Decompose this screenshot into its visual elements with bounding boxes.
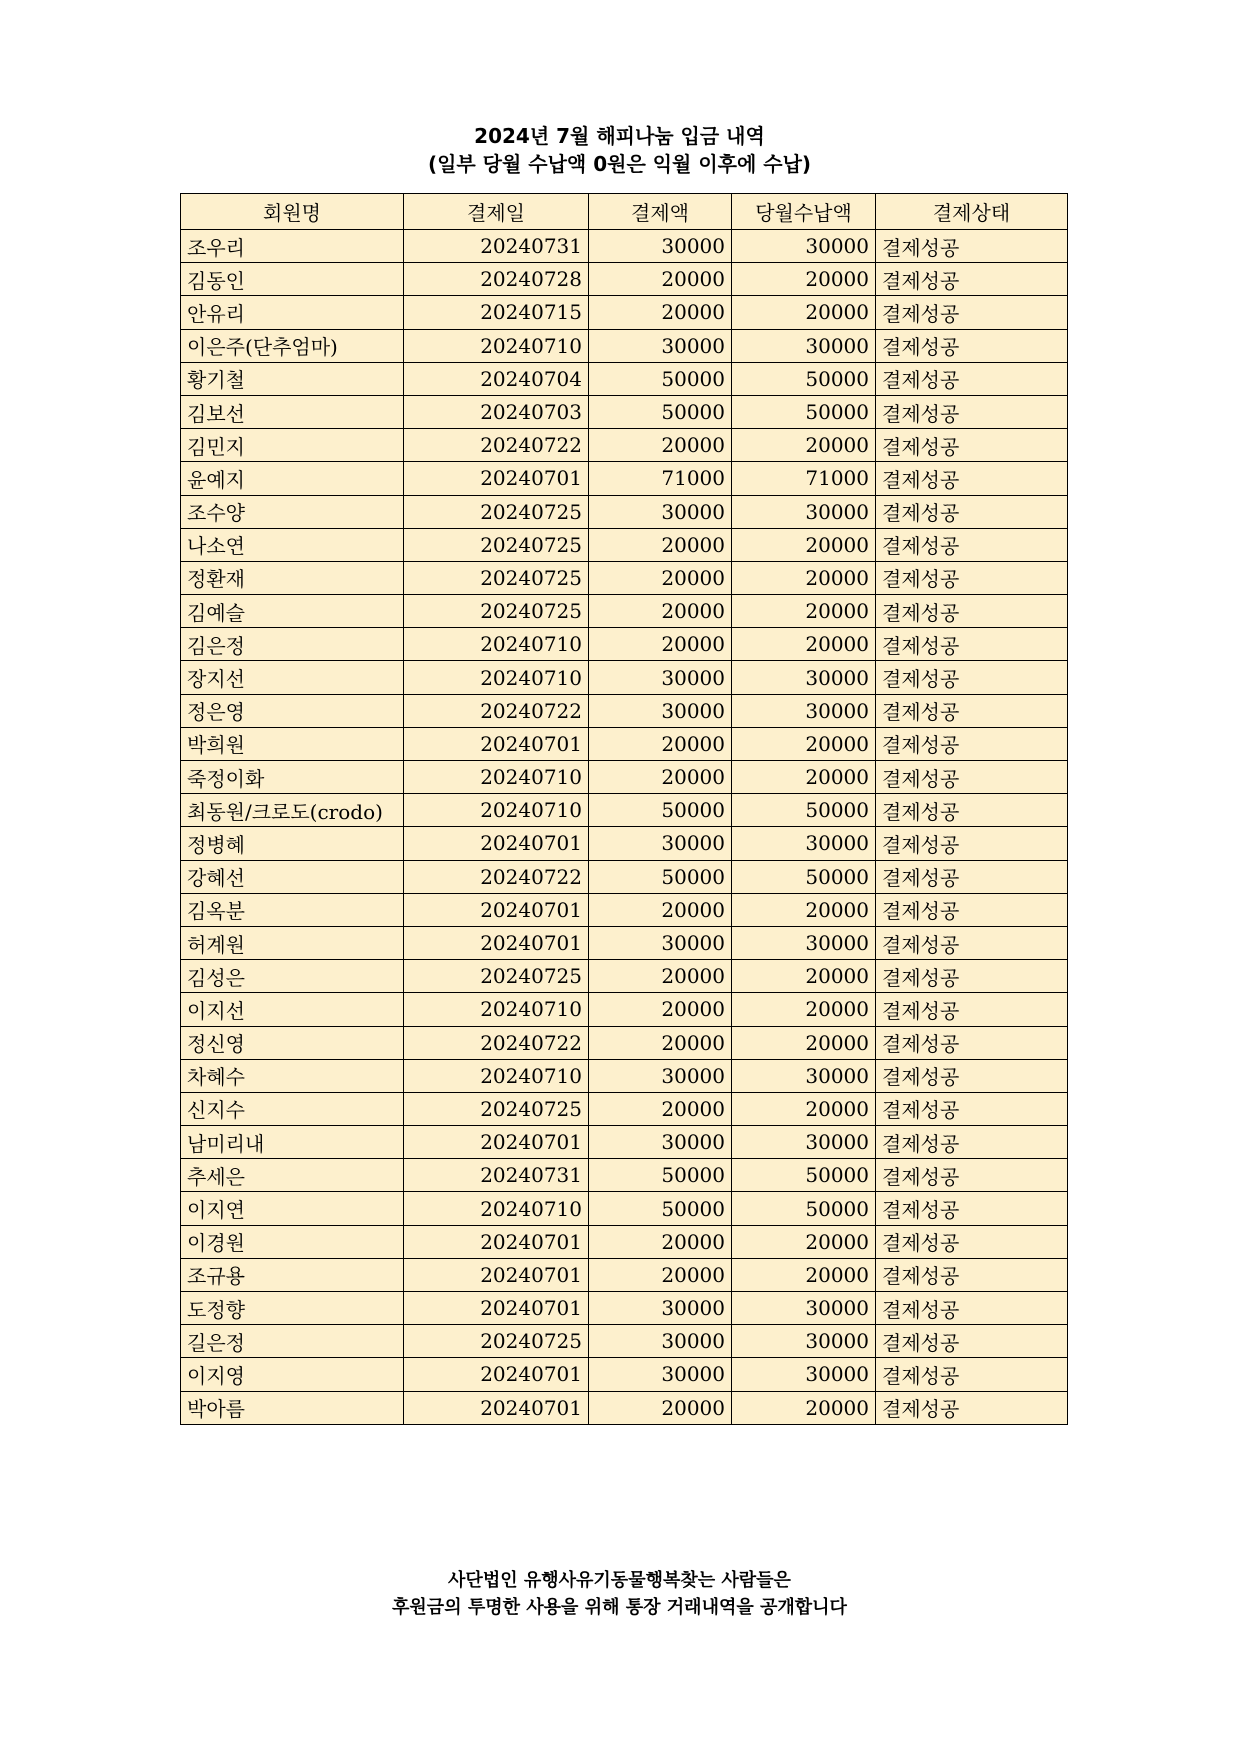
cell-payment-date: 20240701 <box>404 827 589 860</box>
cell-payment-date: 20240701 <box>404 1391 589 1424</box>
cell-payment-date: 20240710 <box>404 1192 589 1225</box>
cell-payment-date: 20240731 <box>404 1159 589 1192</box>
cell-payment-status: 결제성공 <box>876 1225 1068 1258</box>
cell-payment-status: 결제성공 <box>876 230 1068 263</box>
cell-member-name: 남미리내 <box>181 1126 404 1159</box>
cell-member-name: 이지선 <box>181 993 404 1026</box>
cell-payment-amount: 30000 <box>589 230 732 263</box>
cell-payment-date: 20240701 <box>404 1225 589 1258</box>
cell-member-name: 김동인 <box>181 263 404 296</box>
table-row <box>181 761 1068 794</box>
table-row <box>181 1159 1068 1192</box>
cell-payment-amount: 20000 <box>589 1225 732 1258</box>
cell-monthly-received: 20000 <box>732 893 876 926</box>
cell-payment-amount: 20000 <box>589 893 732 926</box>
cell-payment-status: 결제성공 <box>876 1026 1068 1059</box>
cell-member-name: 김보선 <box>181 395 404 428</box>
cell-monthly-received: 30000 <box>732 1059 876 1092</box>
table-row <box>181 1126 1068 1159</box>
cell-payment-amount: 30000 <box>589 1325 732 1358</box>
footer-line-1: 사단법인 유행사유기동물행복찾는 사람들은 <box>448 1570 791 1591</box>
cell-payment-amount: 20000 <box>589 1391 732 1424</box>
table-row <box>181 395 1068 428</box>
footer-line-2: 후원금의 투명한 사용을 위해 통장 거래내역을 공개합니다 <box>392 1597 847 1618</box>
cell-member-name: 길은정 <box>181 1325 404 1358</box>
cell-member-name: 박희원 <box>181 727 404 760</box>
cell-payment-status: 결제성공 <box>876 1325 1068 1358</box>
cell-payment-date: 20240715 <box>404 296 589 329</box>
cell-monthly-received: 30000 <box>732 1358 876 1391</box>
cell-member-name: 김민지 <box>181 429 404 462</box>
cell-payment-amount: 20000 <box>589 263 732 296</box>
cell-monthly-received: 20000 <box>732 429 876 462</box>
cell-payment-status: 결제성공 <box>876 694 1068 727</box>
cell-monthly-received: 20000 <box>732 1225 876 1258</box>
table-row <box>181 1325 1068 1358</box>
table-row <box>181 230 1068 263</box>
cell-member-name: 김성은 <box>181 960 404 993</box>
cell-monthly-received: 20000 <box>732 628 876 661</box>
cell-payment-status: 결제성공 <box>876 595 1068 628</box>
cell-payment-status: 결제성공 <box>876 296 1068 329</box>
cell-payment-status: 결제성공 <box>876 1192 1068 1225</box>
header-monthly-received: 당월수납액 <box>732 194 876 230</box>
table-row <box>181 561 1068 594</box>
cell-monthly-received: 20000 <box>732 263 876 296</box>
table-row <box>181 595 1068 628</box>
cell-member-name: 김은정 <box>181 628 404 661</box>
cell-payment-amount: 20000 <box>589 595 732 628</box>
cell-payment-date: 20240701 <box>404 1358 589 1391</box>
cell-member-name: 조수양 <box>181 495 404 528</box>
cell-payment-status: 결제성공 <box>876 395 1068 428</box>
cell-monthly-received: 20000 <box>732 528 876 561</box>
table-row <box>181 1225 1068 1258</box>
cell-monthly-received: 50000 <box>732 860 876 893</box>
cell-payment-amount: 20000 <box>589 960 732 993</box>
cell-monthly-received: 20000 <box>732 727 876 760</box>
table-row <box>181 1059 1068 1092</box>
table-row <box>181 263 1068 296</box>
cell-payment-amount: 30000 <box>589 926 732 959</box>
cell-payment-date: 20240701 <box>404 926 589 959</box>
cell-member-name: 강혜선 <box>181 860 404 893</box>
cell-monthly-received: 30000 <box>732 926 876 959</box>
cell-payment-status: 결제성공 <box>876 1258 1068 1291</box>
cell-payment-status: 결제성공 <box>876 1126 1068 1159</box>
table-row <box>181 1192 1068 1225</box>
cell-monthly-received: 30000 <box>732 1126 876 1159</box>
cell-payment-date: 20240710 <box>404 993 589 1026</box>
table-row <box>181 1026 1068 1059</box>
table-row <box>181 661 1068 694</box>
cell-payment-status: 결제성공 <box>876 1059 1068 1092</box>
cell-member-name: 정은영 <box>181 694 404 727</box>
cell-payment-amount: 20000 <box>589 761 732 794</box>
table-row <box>181 860 1068 893</box>
cell-payment-status: 결제성공 <box>876 1358 1068 1391</box>
table-row <box>181 296 1068 329</box>
cell-payment-date: 20240722 <box>404 429 589 462</box>
cell-payment-amount: 50000 <box>589 1192 732 1225</box>
cell-member-name: 박아름 <box>181 1391 404 1424</box>
cell-payment-date: 20240728 <box>404 263 589 296</box>
cell-member-name: 정병혜 <box>181 827 404 860</box>
cell-payment-amount: 20000 <box>589 993 732 1026</box>
cell-monthly-received: 50000 <box>732 395 876 428</box>
cell-member-name: 정신영 <box>181 1026 404 1059</box>
cell-payment-date: 20240701 <box>404 1292 589 1325</box>
cell-payment-amount: 30000 <box>589 329 732 362</box>
table-row <box>181 827 1068 860</box>
cell-payment-date: 20240710 <box>404 794 589 827</box>
cell-payment-date: 20240701 <box>404 1126 589 1159</box>
cell-member-name: 윤예지 <box>181 462 404 495</box>
cell-payment-status: 결제성공 <box>876 661 1068 694</box>
cell-payment-amount: 30000 <box>589 694 732 727</box>
cell-monthly-received: 30000 <box>732 230 876 263</box>
cell-payment-status: 결제성공 <box>876 727 1068 760</box>
cell-member-name: 이지연 <box>181 1192 404 1225</box>
cell-member-name: 이지영 <box>181 1358 404 1391</box>
cell-payment-date: 20240725 <box>404 595 589 628</box>
cell-payment-status: 결제성공 <box>876 926 1068 959</box>
cell-member-name: 이경원 <box>181 1225 404 1258</box>
cell-payment-status: 결제성공 <box>876 827 1068 860</box>
cell-monthly-received: 20000 <box>732 561 876 594</box>
cell-payment-status: 결제성공 <box>876 1092 1068 1125</box>
cell-payment-status: 결제성공 <box>876 1292 1068 1325</box>
table-row <box>181 993 1068 1026</box>
cell-payment-status: 결제성공 <box>876 462 1068 495</box>
table-row <box>181 362 1068 395</box>
cell-payment-status: 결제성공 <box>876 1159 1068 1192</box>
title-line-1: 2024년 7월 해피나눔 입금 내역 <box>474 124 765 148</box>
header-member-name: 회원명 <box>181 194 404 230</box>
cell-payment-amount: 30000 <box>589 1059 732 1092</box>
table-row <box>181 1258 1068 1291</box>
cell-payment-status: 결제성공 <box>876 960 1068 993</box>
cell-payment-amount: 50000 <box>589 860 732 893</box>
cell-payment-status: 결제성공 <box>876 628 1068 661</box>
cell-monthly-received: 50000 <box>732 1159 876 1192</box>
cell-monthly-received: 20000 <box>732 1092 876 1125</box>
cell-payment-amount: 20000 <box>589 628 732 661</box>
table-row <box>181 462 1068 495</box>
cell-member-name: 추세은 <box>181 1159 404 1192</box>
cell-member-name: 신지수 <box>181 1092 404 1125</box>
table-row <box>181 628 1068 661</box>
cell-member-name: 나소연 <box>181 528 404 561</box>
cell-payment-date: 20240710 <box>404 1059 589 1092</box>
cell-payment-amount: 30000 <box>589 827 732 860</box>
cell-payment-date: 20240701 <box>404 727 589 760</box>
table-row <box>181 1092 1068 1125</box>
cell-payment-date: 20240722 <box>404 860 589 893</box>
cell-monthly-received: 20000 <box>732 960 876 993</box>
cell-payment-status: 결제성공 <box>876 561 1068 594</box>
table-header-row <box>181 194 1068 230</box>
table-row <box>181 926 1068 959</box>
cell-payment-status: 결제성공 <box>876 893 1068 926</box>
cell-member-name: 김예슬 <box>181 595 404 628</box>
cell-payment-status: 결제성공 <box>876 362 1068 395</box>
cell-monthly-received: 30000 <box>732 661 876 694</box>
cell-payment-date: 20240725 <box>404 528 589 561</box>
header-payment-date: 결제일 <box>404 194 589 230</box>
cell-monthly-received: 20000 <box>732 1391 876 1424</box>
cell-payment-date: 20240701 <box>404 1258 589 1291</box>
document-title <box>0 122 1239 178</box>
cell-payment-date: 20240703 <box>404 395 589 428</box>
cell-monthly-received: 30000 <box>732 827 876 860</box>
cell-payment-amount: 20000 <box>589 561 732 594</box>
cell-monthly-received: 30000 <box>732 1325 876 1358</box>
cell-payment-status: 결제성공 <box>876 495 1068 528</box>
cell-payment-date: 20240725 <box>404 561 589 594</box>
table-row <box>181 727 1068 760</box>
table-row <box>181 1391 1068 1424</box>
cell-payment-date: 20240722 <box>404 1026 589 1059</box>
cell-member-name: 죽정이화 <box>181 761 404 794</box>
cell-payment-amount: 30000 <box>589 1126 732 1159</box>
cell-payment-amount: 50000 <box>589 362 732 395</box>
cell-payment-date: 20240701 <box>404 893 589 926</box>
cell-payment-status: 결제성공 <box>876 263 1068 296</box>
table-row <box>181 329 1068 362</box>
cell-payment-date: 20240722 <box>404 694 589 727</box>
cell-monthly-received: 30000 <box>732 694 876 727</box>
footer-notice <box>0 1567 1239 1621</box>
cell-member-name: 황기철 <box>181 362 404 395</box>
cell-payment-amount: 20000 <box>589 1092 732 1125</box>
cell-payment-amount: 30000 <box>589 661 732 694</box>
table-row <box>181 528 1068 561</box>
cell-member-name: 정환재 <box>181 561 404 594</box>
table-row <box>181 794 1068 827</box>
cell-member-name: 허계원 <box>181 926 404 959</box>
cell-payment-date: 20240725 <box>404 1092 589 1125</box>
cell-payment-amount: 20000 <box>589 1026 732 1059</box>
cell-payment-status: 결제성공 <box>876 860 1068 893</box>
cell-payment-status: 결제성공 <box>876 528 1068 561</box>
header-payment-amount: 결제액 <box>589 194 732 230</box>
cell-payment-amount: 30000 <box>589 495 732 528</box>
table-body <box>181 230 1068 1425</box>
header-payment-status: 결제상태 <box>876 194 1068 230</box>
cell-payment-amount: 30000 <box>589 1358 732 1391</box>
cell-payment-status: 결제성공 <box>876 993 1068 1026</box>
cell-monthly-received: 20000 <box>732 1258 876 1291</box>
cell-monthly-received: 30000 <box>732 495 876 528</box>
cell-payment-status: 결제성공 <box>876 1391 1068 1424</box>
cell-payment-date: 20240725 <box>404 495 589 528</box>
cell-payment-date: 20240725 <box>404 960 589 993</box>
cell-member-name: 이은주(단추엄마) <box>181 329 404 362</box>
cell-payment-status: 결제성공 <box>876 794 1068 827</box>
cell-monthly-received: 30000 <box>732 1292 876 1325</box>
cell-payment-date: 20240710 <box>404 628 589 661</box>
cell-payment-amount: 20000 <box>589 528 732 561</box>
cell-payment-date: 20240710 <box>404 661 589 694</box>
cell-payment-amount: 20000 <box>589 1258 732 1291</box>
cell-payment-amount: 50000 <box>589 1159 732 1192</box>
cell-payment-amount: 71000 <box>589 462 732 495</box>
cell-monthly-received: 50000 <box>732 1192 876 1225</box>
cell-payment-date: 20240710 <box>404 761 589 794</box>
cell-monthly-received: 20000 <box>732 993 876 1026</box>
cell-payment-amount: 30000 <box>589 1292 732 1325</box>
table-row <box>181 960 1068 993</box>
cell-payment-amount: 20000 <box>589 727 732 760</box>
cell-member-name: 안유리 <box>181 296 404 329</box>
cell-payment-date: 20240731 <box>404 230 589 263</box>
cell-payment-status: 결제성공 <box>876 429 1068 462</box>
cell-monthly-received: 50000 <box>732 794 876 827</box>
cell-member-name: 장지선 <box>181 661 404 694</box>
cell-payment-date: 20240704 <box>404 362 589 395</box>
cell-monthly-received: 20000 <box>732 296 876 329</box>
table-row <box>181 1292 1068 1325</box>
cell-member-name: 김옥분 <box>181 893 404 926</box>
cell-member-name: 조우리 <box>181 230 404 263</box>
cell-member-name: 도정향 <box>181 1292 404 1325</box>
cell-monthly-received: 20000 <box>732 761 876 794</box>
cell-payment-date: 20240725 <box>404 1325 589 1358</box>
cell-payment-date: 20240710 <box>404 329 589 362</box>
table-row <box>181 1358 1068 1391</box>
title-line-2: (일부 당월 수납액 0원은 익월 이후에 수납) <box>427 152 812 176</box>
cell-monthly-received: 71000 <box>732 462 876 495</box>
table-row <box>181 429 1068 462</box>
table-row <box>181 893 1068 926</box>
cell-payment-status: 결제성공 <box>876 329 1068 362</box>
table-row <box>181 495 1068 528</box>
table-row <box>181 694 1068 727</box>
cell-member-name: 조규용 <box>181 1258 404 1291</box>
cell-monthly-received: 20000 <box>732 595 876 628</box>
cell-member-name: 차혜수 <box>181 1059 404 1092</box>
cell-monthly-received: 30000 <box>732 329 876 362</box>
cell-member-name: 최동원/크로도(crodo) <box>181 794 404 827</box>
cell-payment-status: 결제성공 <box>876 761 1068 794</box>
cell-payment-amount: 20000 <box>589 296 732 329</box>
cell-monthly-received: 20000 <box>732 1026 876 1059</box>
cell-payment-amount: 50000 <box>589 395 732 428</box>
cell-payment-date: 20240701 <box>404 462 589 495</box>
cell-payment-amount: 50000 <box>589 794 732 827</box>
cell-payment-amount: 20000 <box>589 429 732 462</box>
deposit-table <box>180 193 1068 1425</box>
cell-monthly-received: 50000 <box>732 362 876 395</box>
